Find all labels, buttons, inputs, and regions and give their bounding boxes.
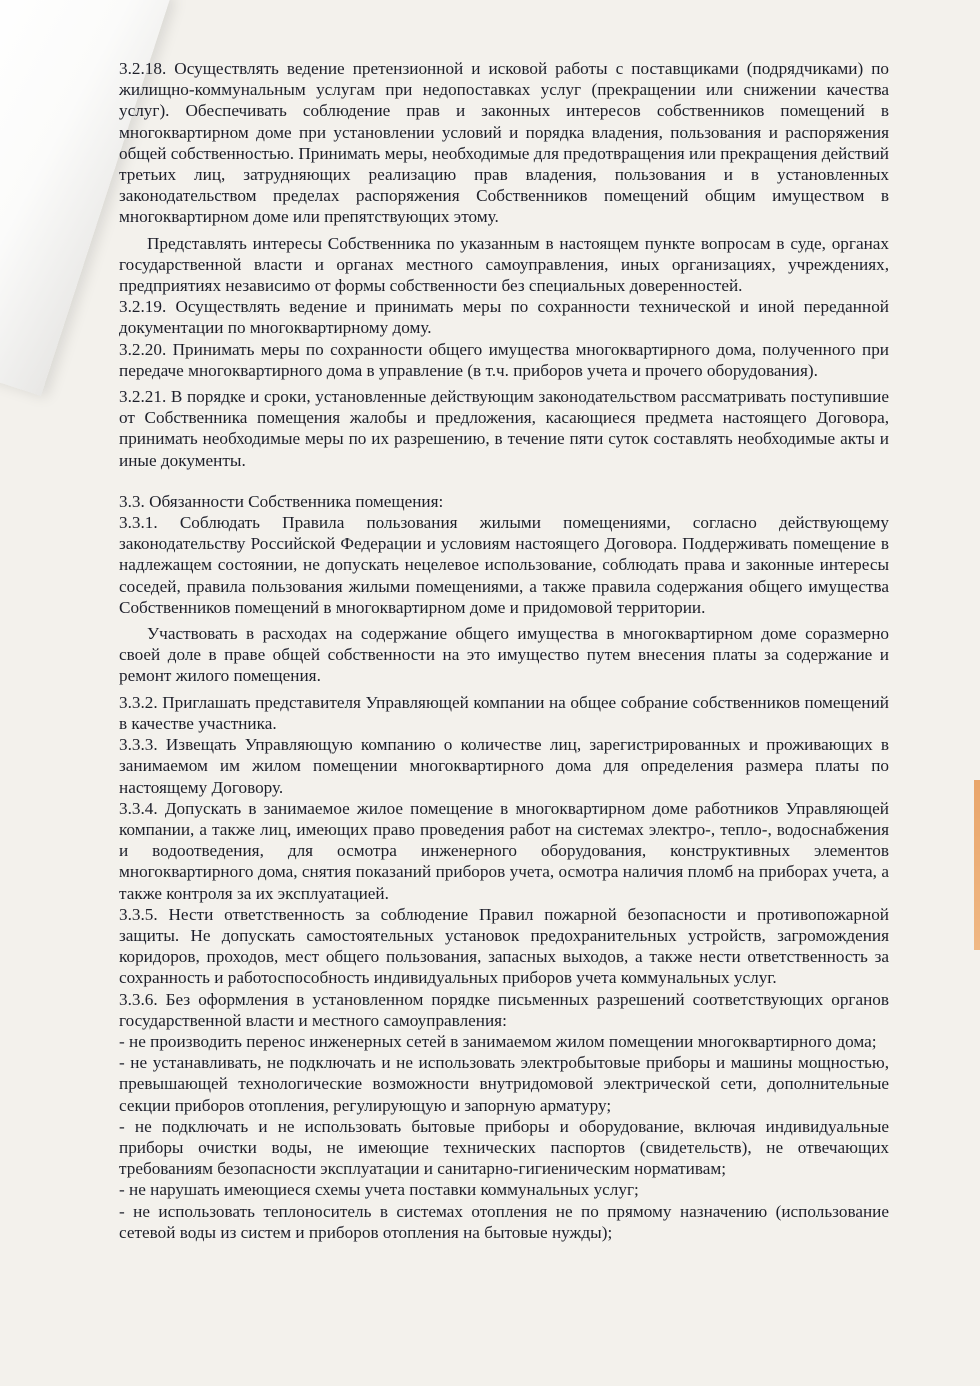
paragraph-3-3-1: 3.3.1. Соблюдать Правила пользования жилыми помещениями, согласно действующему законодательству Российской Федерации и условиям настоящего Договора. Поддерживать помещение в надлежащем состоянии, не допускать нецелевое использование, соблюдать права и законные интересы соседей, правила пользования жилыми помещениями, а также правила содержания общего имущества Собственников помещений в многоквартирном доме и придомовой территории. — [119, 513, 889, 617]
list-item-appliances: - не устанавливать, не подключать и не использовать электробытовые приборы и машины мощностью, превышающей технологические возможности внутридомовой электрической сети, дополнительные секции приборов отопления, регулирующую и запорную арматуру; — [119, 1053, 889, 1115]
section-heading-3-3: 3.3. Обязанности Собственника помещения: — [119, 491, 444, 511]
list-item-networks: - не производить перенос инженерных сетей в занимаемом жилом помещении многоквартирного дома; — [119, 1031, 877, 1051]
paragraph-representation: Представлять интересы Собственника по указанным в настоящем пункте вопросам в суде, органах государственной власти и органах местного самоуправления, иных организациях, учреждениях, предприятиях независимо от формы собственности без специальных доверенностей. — [119, 233, 889, 296]
paragraph-3-2-21: 3.2.21. В порядке и сроки, установленные действующим законодательством рассматривать поступившие от Собственника помещения жалобы и предложения, касающиеся предмета настоящего Договора, принимать необходимые меры по их разрешению, в течение пяти суток составлять необходимые акты и иные документы. — [119, 387, 889, 470]
list-item-heating: - не использовать теплоноситель в системах отопления не по прямому назначению (использование сетевой воды из систем и приборов отопления на бытовые нужды); — [119, 1201, 889, 1242]
paragraph-3-2-18: 3.2.18. Осуществлять ведение претензионной и исковой работы с поставщиками (подрядчиками) по жилищно-коммунальным услугам при недопоставках услуг (прекращении или снижении качества услуг). Обеспечивать соблюдение прав и законных интересов собственников помещений в многоквартирном доме при установлении условий и порядка владения, пользования и распоряжения общей собственностью. Принимать меры, необходимые для предотвращения или прекращения действий третьих лиц, затрудняющих реализацию прав владения, пользования и в установленных законодательством пределах распоряжения Собственников помещений общим имуществом в многоквартирном доме или препятствующих этому. — [119, 59, 889, 227]
paragraph-expenses: Участвовать в расходах на содержание общего имущества в многоквартирном доме соразмерно своей доле в праве общей собственности на это имущество путем внесения платы за содержание и ремонт жилого помещения. — [119, 624, 889, 686]
paragraph-3-3-6: 3.3.6. Без оформления в установленном порядке письменных разрешений соответствующих органов государственной власти и местного самоуправления: — [119, 989, 889, 1030]
paragraph-3-3-5: 3.3.5. Нести ответственность за соблюдение Правил пожарной безопасности и противопожарной защиты. Не допускать самостоятельных установок предохранительных устройств, загромождения коридоров, проходов, мест общего пользования, запасных выходов, а также нести ответственность за сохранность и работоспособность индивидуальных приборов учета коммунальных услуг. — [119, 904, 889, 988]
paragraph-3-2-20: 3.2.20. Принимать меры по сохранности общего имущества многоквартирного дома, полученного при передаче многоквартирного дома в управление (в т.ч. приборов учета и прочего оборудования). — [119, 339, 889, 380]
paragraph-3-3-3: 3.3.3. Извещать Управляющую компанию о количестве лиц, зарегистрированных и проживающих в занимаемом им жилом помещении многоквартирного дома для определения размера платы по настоящему Договору. — [119, 735, 889, 797]
page-edge-mark — [974, 780, 980, 950]
document-body — [119, 58, 889, 1243]
paragraph-3-3-2: 3.3.2. Приглашать представителя Управляющей компании на общее собрание собственников помещений в качестве участника. — [119, 692, 889, 733]
list-item-devices: - не подключать и не использовать бытовые приборы и оборудование, включая индивидуальные приборы очистки воды, не имеющие технических паспортов (свидетельств), не отвечающих требованиям безопасности эксплуатации и санитарно-гигиеническим нормативам; — [119, 1116, 889, 1179]
paragraph-3-2-19: 3.2.19. Осуществлять ведение и принимать меры по сохранности технической и иной переданной документации по многоквартирному дому. — [119, 297, 889, 338]
list-item-metering: - не нарушать имеющиеся схемы учета поставки коммунальных услуг; — [119, 1180, 639, 1200]
paragraph-3-3-4: 3.3.4. Допускать в занимаемое жилое помещение в многоквартирном доме работников Управляющей компании, а также лиц, имеющих право проведения работ на системах электро-, тепло-, водоснабжения и водоотведения, для осмотра инженерного оборудования, конструктивных элементов многоквартирного дома, снятия показаний приборов учета, осмотра наличия пломб на приборах учета, а также контроля за их эксплуатацией. — [119, 798, 889, 903]
